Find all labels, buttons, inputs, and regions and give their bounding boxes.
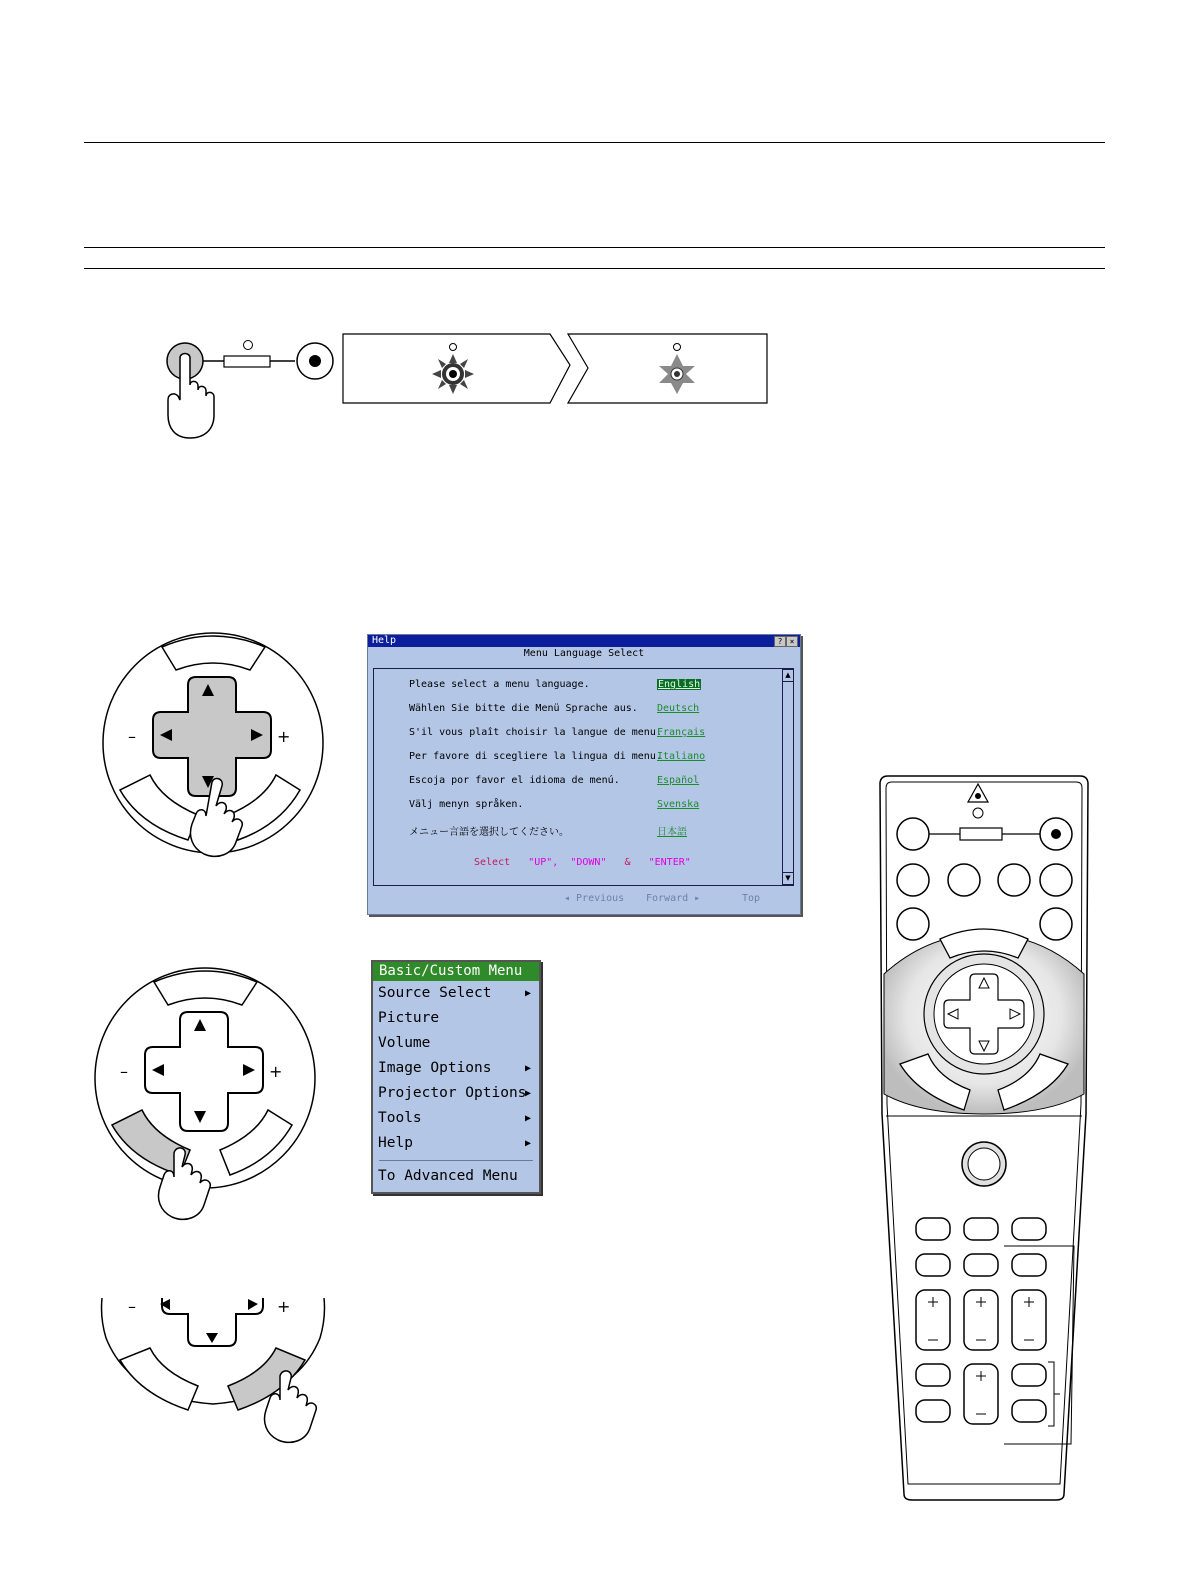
remote-control-icon: [868, 774, 1108, 1504]
menu-separator: [379, 1160, 533, 1161]
help-body: [373, 668, 794, 886]
menu-item[interactable]: [373, 1081, 539, 1106]
plus-label: +: [277, 1298, 291, 1316]
menu-item-label: Volume: [378, 1035, 431, 1051]
nav-forward[interactable]: Forward ▸: [646, 893, 701, 904]
help-title: Help: [372, 635, 397, 646]
language-prompt: S'il vous plaît choisir la langue de menu.: [409, 727, 662, 738]
dpad-menu-illustration: [92, 965, 332, 1235]
top-rule: [84, 142, 1105, 143]
language-option[interactable]: Français: [657, 727, 706, 738]
language-option[interactable]: 日本語: [657, 827, 687, 838]
menu-item-label: Tools: [378, 1110, 422, 1126]
nav-top[interactable]: Top: [742, 893, 761, 904]
help-window: [367, 634, 801, 915]
menu-item-label: Picture: [378, 1010, 440, 1026]
submenu-arrow-icon: ▶: [524, 988, 531, 999]
minus-label: –: [128, 727, 136, 746]
power-on-illustration: [160, 330, 790, 445]
section-rule-1: [84, 247, 1105, 248]
select-hint: Select "UP", "DOWN" & "ENTER": [474, 857, 691, 868]
submenu-arrow-icon: ▶: [524, 1088, 531, 1099]
language-prompt: Escoja por favor el idioma de menú.: [409, 775, 620, 786]
help-title-bar: [368, 635, 800, 647]
help-question-button[interactable]: ?: [774, 636, 786, 647]
language-prompt: Per favore di scegliere la lingua di menu.: [409, 751, 662, 762]
dpad-down-illustration: [100, 630, 330, 860]
minus-label: –: [128, 1298, 136, 1316]
language-prompt: Wählen Sie bitte die Menü Sprache aus.: [409, 703, 638, 714]
submenu-arrow-icon: ▶: [524, 1113, 531, 1124]
help-scrollbar[interactable]: [782, 669, 793, 885]
help-nav: [368, 887, 800, 913]
menu-item-to-advanced[interactable]: [373, 1165, 539, 1187]
close-icon[interactable]: ×: [786, 636, 798, 647]
language-option[interactable]: Deutsch: [657, 703, 700, 714]
plus-label: +: [269, 1062, 283, 1081]
submenu-arrow-icon: ▶: [524, 1138, 531, 1149]
help-heading: Menu Language Select: [523, 648, 645, 659]
language-prompt: Please select a menu language.: [409, 679, 590, 690]
menu-item[interactable]: [373, 1056, 539, 1081]
minus-label: –: [120, 1062, 128, 1081]
menu-item-label: To Advanced Menu: [378, 1168, 518, 1184]
scroll-up-icon[interactable]: ▲: [783, 669, 793, 682]
menu-title: Basic/Custom Menu: [373, 962, 539, 981]
submenu-arrow-icon: ▶: [524, 1063, 531, 1074]
nav-previous[interactable]: ◂ Previous: [564, 893, 625, 904]
dpad-exit-illustration: [100, 1298, 340, 1448]
plus-label: +: [277, 727, 291, 746]
lamp-state-panels: [343, 334, 767, 403]
language-option[interactable]: Svenska: [657, 799, 700, 810]
menu-item[interactable]: [373, 1131, 539, 1156]
language-option[interactable]: Italiano: [657, 751, 706, 762]
menu-item[interactable]: [373, 1106, 539, 1131]
basic-custom-menu: [371, 960, 541, 1194]
menu-item-label: Image Options: [378, 1060, 492, 1076]
language-option[interactable]: English: [658, 679, 701, 690]
menu-item-label: Help: [378, 1135, 413, 1151]
section-rule-2: [84, 268, 1105, 269]
language-option[interactable]: Español: [657, 775, 700, 786]
language-prompt: メニュー言語を選択してください。: [409, 827, 569, 838]
menu-item[interactable]: [373, 981, 539, 1006]
menu-item[interactable]: [373, 1006, 539, 1031]
menu-item-label: Projector Options: [378, 1085, 527, 1101]
menu-item-label: Source Select: [378, 985, 492, 1001]
menu-item[interactable]: [373, 1031, 539, 1056]
scroll-down-icon[interactable]: ▼: [783, 872, 793, 885]
language-prompt: Välj menyn språken.: [409, 799, 524, 810]
